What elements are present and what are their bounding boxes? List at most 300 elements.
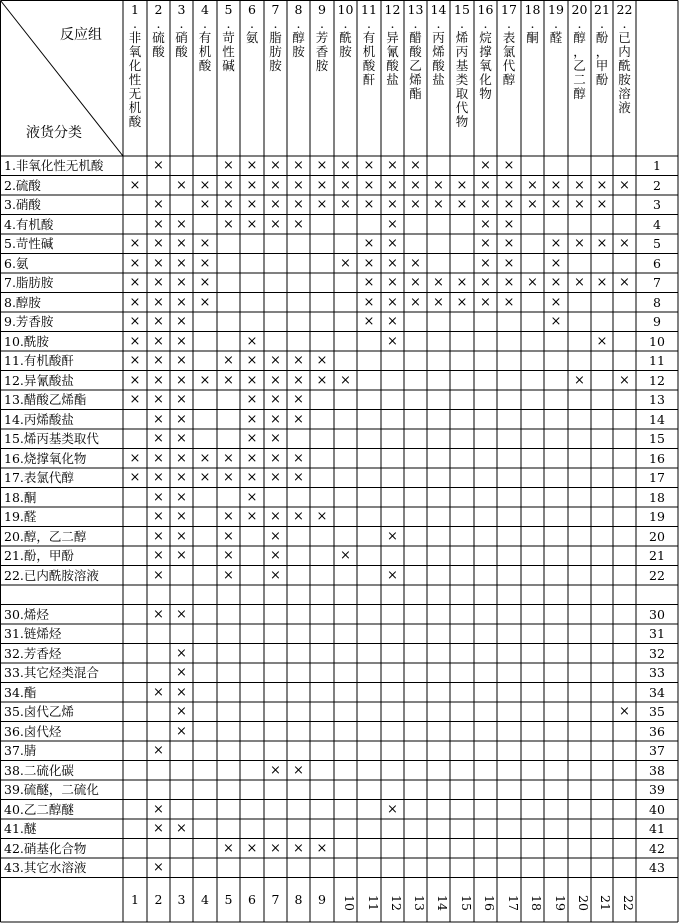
compatibility-mark: × <box>176 684 187 700</box>
compatibility-mark: × <box>223 840 234 856</box>
column-header: 20 . 醇 ， 乙 二 醇 <box>571 2 588 101</box>
compatibility-mark: × <box>223 470 234 485</box>
compatibility-mark: × <box>574 236 585 251</box>
compatibility-mark: × <box>503 197 515 212</box>
column-footer-number: 22 <box>621 894 636 911</box>
compatibility-mark: × <box>480 294 491 310</box>
column-header: 17 . 表 氯 代 醇 <box>501 2 517 87</box>
compatibility-mark: × <box>129 392 141 407</box>
compatibility-mark: × <box>527 197 538 212</box>
compatibility-mark: × <box>550 177 562 193</box>
row-label: 13.醋酸乙烯酯 <box>4 392 87 407</box>
row-number: 1 <box>653 158 661 173</box>
compatibility-mark: × <box>387 528 398 544</box>
compatibility-mark: × <box>596 177 608 193</box>
compatibility-mark: × <box>293 509 304 524</box>
compatibility-mark: × <box>223 567 234 583</box>
row-number: 38 <box>649 762 665 778</box>
column-footer-number: 8 <box>294 891 303 907</box>
row-label: 1.非氧化性无机酸 <box>4 158 104 173</box>
compatibility-mark: × <box>293 762 304 778</box>
column-header: 12 . 异 氰 酸 盐 <box>384 2 401 87</box>
column-header: 18 . 酮 <box>524 2 541 45</box>
compatibility-mark: × <box>363 255 375 271</box>
column-header: 4 . 有 机 酸 <box>198 2 212 73</box>
compatibility-mark: × <box>387 294 398 310</box>
compatibility-mark: × <box>270 372 281 388</box>
compatibility-mark: × <box>340 548 351 563</box>
compatibility-mark: × <box>270 470 281 485</box>
column-header: 10 . 酰 胺 <box>337 2 354 59</box>
row-number: 37 <box>649 743 665 758</box>
compatibility-mark: × <box>176 645 187 661</box>
compatibility-mark: × <box>340 255 351 271</box>
column-header: 8 . 醇 胺 <box>292 2 305 59</box>
compatibility-mark: × <box>410 294 421 310</box>
compatibility-mark: × <box>153 333 164 349</box>
compatibility-mark: × <box>316 509 328 524</box>
compatibility-mark: × <box>574 197 585 212</box>
compatibility-mark: × <box>129 236 141 251</box>
column-header: 13 . 醋 酸 乙 烯 酯 <box>407 2 424 101</box>
compatibility-mark: × <box>246 353 258 368</box>
compatibility-mark: × <box>153 821 164 836</box>
compatibility-mark: × <box>503 255 515 271</box>
row-number: 8 <box>653 294 661 310</box>
compatibility-mark: × <box>129 450 141 466</box>
column-header: 11 . 有 机 酸 酐 <box>361 2 377 87</box>
compatibility-mark: × <box>293 840 304 856</box>
compatibility-mark: × <box>596 236 608 251</box>
compatibility-mark: × <box>176 216 187 232</box>
compatibility-mark: × <box>129 372 141 388</box>
row-label: 14.丙烯酸盐 <box>4 411 74 427</box>
compatibility-mark: × <box>246 411 258 427</box>
row-number: 6 <box>653 255 661 271</box>
compatibility-mark: × <box>550 236 562 251</box>
compatibility-mark: × <box>223 177 234 193</box>
row-label: 11.有机酸酐 <box>4 353 74 368</box>
compatibility-mark: × <box>270 411 281 427</box>
compatibility-mark: × <box>153 606 164 622</box>
compatibility-mark: × <box>153 801 164 817</box>
row-label: 9.芳香胺 <box>4 314 54 329</box>
compatibility-mark: × <box>503 275 515 290</box>
compatibility-mark: × <box>176 548 187 563</box>
row-number: 10 <box>649 333 665 349</box>
compatibility-mark: × <box>340 372 351 388</box>
compatibility-mark: × <box>153 197 164 212</box>
column-footer-number: 10 <box>342 894 357 911</box>
compatibility-mark: × <box>550 275 562 290</box>
row-label: 22.已内酰胺溶液 <box>4 567 99 583</box>
row-label: 15.烯丙基类取代 <box>4 431 99 446</box>
column-header: 21 . 酚 ， 甲 酚 <box>594 2 610 87</box>
compatibility-mark: × <box>596 197 608 212</box>
compatibility-mark: × <box>480 197 491 212</box>
column-footer-number: 21 <box>598 894 613 911</box>
row-number: 12 <box>649 372 665 388</box>
row-number: 14 <box>649 411 665 427</box>
row-number: 39 <box>649 782 665 797</box>
column-footer-number: 3 <box>177 891 186 907</box>
compatibility-mark: × <box>246 470 258 485</box>
column-header: 14 . 丙 烯 酸 盐 <box>430 2 447 87</box>
row-number: 7 <box>653 275 661 290</box>
compatibility-mark: × <box>527 275 538 290</box>
compatibility-mark: × <box>503 236 515 251</box>
compatibility-mark: × <box>619 275 630 290</box>
compatibility-mark: × <box>387 158 398 173</box>
compatibility-mark: × <box>246 197 258 212</box>
row-label: 6.氨 <box>4 255 29 271</box>
compatibility-mark: × <box>223 353 234 368</box>
row-number: 21 <box>649 548 665 563</box>
row-label: 36.卤代烃 <box>4 723 62 739</box>
compatibility-mark: × <box>153 294 164 310</box>
row-label: 12.异氰酸盐 <box>4 372 74 388</box>
compatibility-mark: × <box>293 470 304 485</box>
compatibility-mark: × <box>153 860 164 875</box>
row-number: 18 <box>649 489 665 505</box>
row-label: 33.其它烃类混合 <box>4 665 99 680</box>
column-header: 7 . 脂 肪 胺 <box>269 2 282 73</box>
compatibility-mark: × <box>433 294 444 310</box>
compatibility-mark: × <box>503 294 515 310</box>
compatibility-mark: × <box>456 294 468 310</box>
column-header: 1 . 非 氧 化 性 无 机 酸 <box>128 2 142 129</box>
compatibility-mark: × <box>433 275 444 290</box>
compatibility-mark: × <box>480 255 491 271</box>
compatibility-mark: × <box>410 158 421 173</box>
row-label: 17.表氯代醇 <box>4 470 74 485</box>
compatibility-mark: × <box>199 197 211 212</box>
column-header: 5 . 苛 性 碱 <box>222 2 235 73</box>
compatibility-mark: × <box>176 353 187 368</box>
compatibility-mark: × <box>410 255 421 271</box>
row-label: 43.其它水溶液 <box>4 860 87 875</box>
compatibility-mark: × <box>293 450 304 466</box>
column-footer-number: 1 <box>131 891 139 907</box>
compatibility-mark: × <box>176 450 187 466</box>
compatibility-mark: × <box>316 372 328 388</box>
row-number: 20 <box>649 528 665 544</box>
compatibility-mark: × <box>153 314 164 329</box>
compatibility-mark: × <box>199 450 211 466</box>
corner-header-top: 反应组 <box>60 27 102 43</box>
compatibility-mark: × <box>223 372 234 388</box>
column-footer-number: 17 <box>506 894 521 911</box>
row-label: 4.有机酸 <box>4 216 54 232</box>
compatibility-mark: × <box>246 216 258 232</box>
column-header: 9 . 芳 香 胺 <box>315 2 329 73</box>
row-label: 31.链烯烃 <box>4 626 62 641</box>
compatibility-mark: × <box>199 177 211 193</box>
column-header: 2 . 硫 酸 <box>152 2 165 59</box>
compatibility-mark: × <box>480 275 491 290</box>
compatibility-mark: × <box>456 177 468 193</box>
compatibility-mark: × <box>270 177 281 193</box>
compatibility-mark: × <box>316 840 328 856</box>
compatibility-mark: × <box>246 177 258 193</box>
compatibility-mark: × <box>596 275 608 290</box>
compatibility-mark: × <box>410 177 421 193</box>
compatibility-mark: × <box>387 333 398 349</box>
compatibility-mark: × <box>223 548 234 563</box>
compatibility-mark: × <box>316 177 328 193</box>
compatibility-mark: × <box>270 840 281 856</box>
compatibility-mark: × <box>480 236 491 251</box>
row-number: 16 <box>649 450 665 466</box>
compatibility-mark: × <box>293 216 304 232</box>
compatibility-mark: × <box>270 353 281 368</box>
compatibility-mark: × <box>176 314 187 329</box>
compatibility-mark: × <box>387 236 398 251</box>
row-label: 38.二硫化碳 <box>4 762 74 778</box>
compatibility-mark: × <box>293 411 304 427</box>
compatibility-mark: × <box>153 470 164 485</box>
compatibility-mark: × <box>550 255 562 271</box>
row-label: 34.酯 <box>4 684 37 700</box>
compatibility-mark: × <box>363 177 375 193</box>
row-number: 5 <box>653 236 661 251</box>
compatibility-mark: × <box>153 567 164 583</box>
row-number: 3 <box>653 197 661 212</box>
row-label: 42.硝基化合物 <box>4 840 87 856</box>
column-footer-number: 16 <box>482 894 497 911</box>
compatibility-mark: × <box>293 197 304 212</box>
row-number: 33 <box>649 665 665 680</box>
compatibility-mark: × <box>246 489 258 505</box>
row-number: 19 <box>649 509 665 524</box>
compatibility-mark: × <box>223 509 234 524</box>
compatibility-mark: × <box>223 197 234 212</box>
corner-header-bottom: 液货分类 <box>26 125 82 141</box>
compatibility-mark: × <box>619 372 630 388</box>
compatibility-mark: × <box>246 450 258 466</box>
compatibility-mark: × <box>246 333 258 349</box>
row-number: 17 <box>649 470 665 485</box>
row-label: 16.烧撑氧化物 <box>4 450 87 466</box>
compatibility-mark: × <box>340 177 351 193</box>
compatibility-mark: × <box>176 723 187 739</box>
row-label: 35.卤代乙烯 <box>4 704 74 719</box>
row-label: 37.腈 <box>4 743 37 758</box>
compatibility-mark: × <box>129 294 141 310</box>
column-header: 16 . 烷 撑 氧 化 物 <box>477 2 494 101</box>
compatibility-mark: × <box>340 197 351 212</box>
compatibility-mark: × <box>433 197 444 212</box>
compatibility-mark: × <box>153 489 164 505</box>
compatibility-mark: × <box>176 821 187 836</box>
compatibility-mark: × <box>480 177 491 193</box>
row-number: 9 <box>653 314 661 329</box>
compatibility-mark: × <box>387 216 398 232</box>
compatibility-mark: × <box>550 294 562 310</box>
compatibility-mark: × <box>176 236 187 251</box>
compatibility-mark: × <box>270 431 281 446</box>
compatibility-mark: × <box>246 372 258 388</box>
row-label: 8.醇胺 <box>4 294 41 310</box>
row-number: 13 <box>649 392 665 407</box>
column-footer-number: 9 <box>318 891 326 907</box>
compatibility-mark: × <box>129 470 141 485</box>
row-label: 20.醇，乙二醇 <box>4 528 87 544</box>
compatibility-mark: × <box>176 294 187 310</box>
compatibility-mark: × <box>176 528 187 544</box>
compatibility-mark: × <box>456 197 468 212</box>
compatibility-mark: × <box>176 606 187 622</box>
compatibility-mark: × <box>619 177 630 193</box>
compatibility-mark: × <box>153 255 164 271</box>
compatibility-mark: × <box>340 158 351 173</box>
compatibility-mark: × <box>176 177 187 193</box>
row-label: 18.酮 <box>4 489 37 505</box>
row-number: 30 <box>649 606 665 622</box>
compatibility-mark: × <box>129 333 141 349</box>
compatibility-mark: × <box>176 411 187 427</box>
compatibility-mark: × <box>153 392 164 407</box>
row-label: 10.酰胺 <box>4 333 49 349</box>
compatibility-mark: × <box>176 431 187 446</box>
column-header: 19 . 醛 <box>548 2 564 45</box>
compatibility-mark: × <box>293 177 304 193</box>
column-footer-number: 2 <box>154 891 163 907</box>
compatibility-mark: × <box>153 450 164 466</box>
compatibility-mark: × <box>176 333 187 349</box>
row-label: 41.醚 <box>4 821 37 836</box>
compatibility-mark: × <box>176 665 187 680</box>
compatibility-mark: × <box>270 567 281 583</box>
row-label: 30.烯烃 <box>4 606 49 622</box>
compatibility-mark: × <box>270 762 281 778</box>
column-header: 6 . 氨 <box>245 2 259 45</box>
compatibility-mark: × <box>153 431 164 446</box>
compatibility-mark: × <box>456 275 468 290</box>
compatibility-mark: × <box>270 528 281 544</box>
compatibility-mark: × <box>387 567 398 583</box>
row-number: 40 <box>649 801 665 817</box>
compatibility-mark: × <box>270 509 281 524</box>
compatibility-mark: × <box>619 236 630 251</box>
compatibility-mark: × <box>223 450 234 466</box>
compatibility-mark: × <box>596 333 608 349</box>
compatibility-mark: × <box>153 411 164 427</box>
compatibility-mark: × <box>363 294 375 310</box>
compatibility-mark: × <box>153 158 164 173</box>
row-number: 15 <box>649 431 665 446</box>
compatibility-mark: × <box>387 314 398 329</box>
compatibility-mark: × <box>199 275 211 290</box>
row-number: 42 <box>649 840 665 856</box>
compatibility-mark: × <box>199 255 211 271</box>
compatibility-mark: × <box>293 353 304 368</box>
column-header: 3 . 硝 酸 <box>175 2 188 59</box>
row-number: 34 <box>649 684 665 700</box>
compatibility-mark: × <box>129 255 141 271</box>
row-number <box>636 585 678 605</box>
compatibility-mark: × <box>153 372 164 388</box>
compatibility-mark: × <box>176 255 187 271</box>
row-label: 40.乙二醇醚 <box>4 801 74 817</box>
compatibility-mark: × <box>293 372 304 388</box>
compatibility-mark: × <box>223 216 234 232</box>
column-header: 15 . 烯 丙 基 类 取 代 物 <box>454 2 470 129</box>
compatibility-mark: × <box>129 314 141 329</box>
compatibility-mark: × <box>433 177 444 193</box>
row-label <box>0 585 123 605</box>
compatibility-mark: × <box>153 275 164 290</box>
compatibility-mark: × <box>153 216 164 232</box>
compatibility-mark: × <box>387 255 398 271</box>
compatibility-mark: × <box>387 177 398 193</box>
row-label: 3.硝酸 <box>4 197 41 212</box>
column-footer-number: 5 <box>224 891 233 907</box>
compatibility-mark: × <box>246 158 258 173</box>
compatibility-mark: × <box>480 158 491 173</box>
compatibility-mark: × <box>503 177 515 193</box>
row-number: 35 <box>649 704 665 719</box>
compatibility-mark: × <box>574 275 585 290</box>
row-label: 7.脂肪胺 <box>4 275 54 290</box>
compatibility-mark: × <box>246 509 258 524</box>
compatibility-mark: × <box>129 353 141 368</box>
compatibility-mark: × <box>527 177 538 193</box>
compatibility-mark: × <box>270 197 281 212</box>
compatibility-mark: × <box>153 743 164 758</box>
compatibility-mark: × <box>363 314 375 329</box>
compatibility-mark: × <box>153 528 164 544</box>
column-footer-number: 4 <box>201 891 209 907</box>
row-number: 4 <box>653 216 661 232</box>
compatibility-mark: × <box>176 489 187 505</box>
compatibility-mark: × <box>363 275 375 290</box>
compatibility-mark: × <box>480 216 491 232</box>
row-label: 32.芳香烃 <box>4 645 62 661</box>
row-number: 41 <box>649 821 665 836</box>
compatibility-mark: × <box>199 470 211 485</box>
compatibility-mark: × <box>387 197 398 212</box>
compatibility-mark: × <box>223 528 234 544</box>
compatibility-mark: × <box>176 470 187 485</box>
compatibility-mark: × <box>316 353 328 368</box>
compatibility-mark: × <box>387 275 398 290</box>
compatibility-mark: × <box>574 177 585 193</box>
row-label: 21.酚，甲酚 <box>4 548 74 563</box>
compatibility-mark: × <box>176 509 187 524</box>
compatibility-mark: × <box>176 372 187 388</box>
compatibility-mark: × <box>550 197 562 212</box>
row-number: 11 <box>649 353 665 368</box>
column-footer-number: 18 <box>529 894 544 911</box>
compatibility-mark: × <box>199 372 211 388</box>
row-number: 31 <box>649 626 665 641</box>
compatibility-mark: × <box>246 431 258 446</box>
compatibility-mark: × <box>199 236 211 251</box>
compatibility-mark: × <box>270 450 281 466</box>
compatibility-mark: × <box>153 684 164 700</box>
row-label: 2.硫酸 <box>4 177 41 193</box>
compatibility-mark: × <box>153 548 164 563</box>
compatibility-mark: × <box>363 197 375 212</box>
column-header: 22 . 已 内 酰 胺 溶 液 <box>616 2 633 115</box>
compatibility-mark: × <box>293 158 304 173</box>
compatibility-mark: × <box>574 372 585 388</box>
compatibility-mark: × <box>270 392 281 407</box>
compatibility-mark: × <box>410 275 421 290</box>
compatibility-mark: × <box>246 840 258 856</box>
compatibility-mark: × <box>316 158 328 173</box>
